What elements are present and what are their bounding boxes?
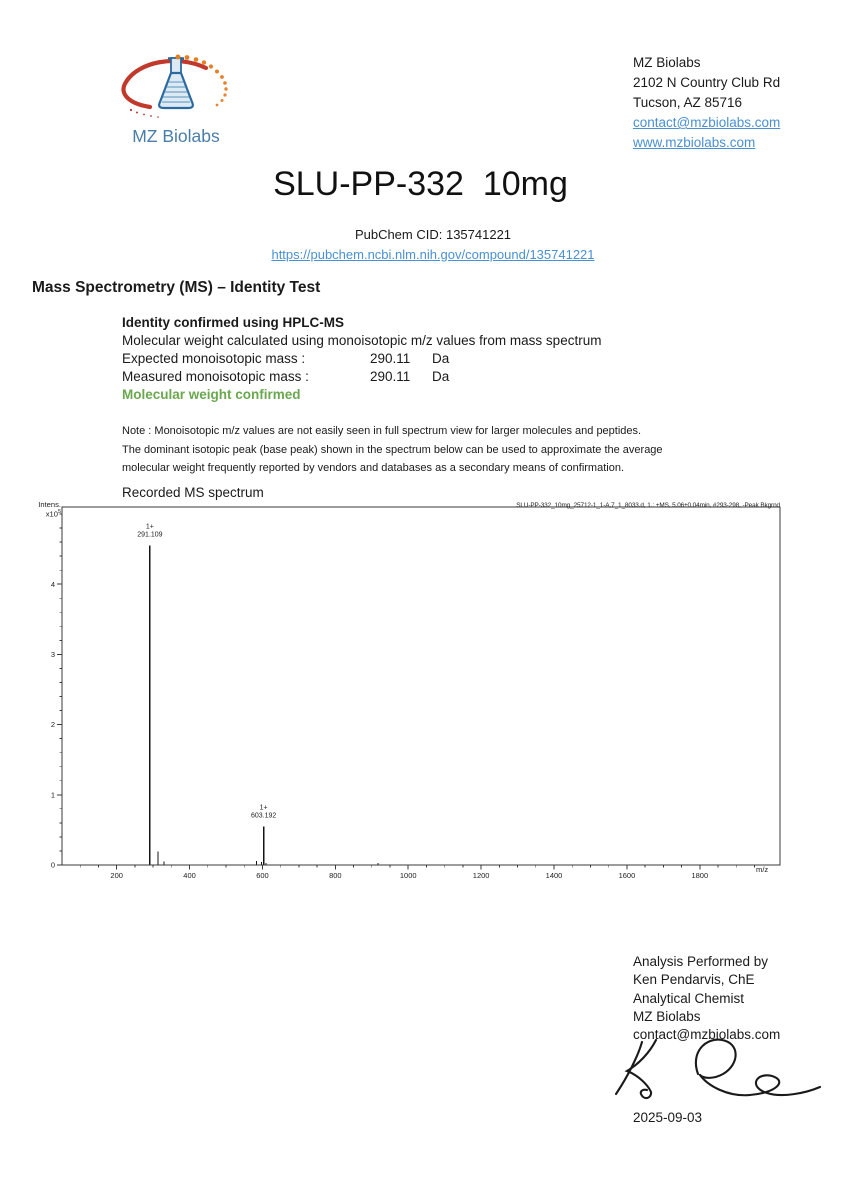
svg-text:291.109: 291.109 bbox=[137, 531, 163, 539]
svg-text:1: 1 bbox=[50, 790, 55, 800]
result-confirmed: Molecular weight confirmed bbox=[122, 387, 301, 402]
flask-logo-icon bbox=[116, 107, 236, 124]
y-axis-scale-label bbox=[30, 509, 61, 519]
method-line: Molecular weight calculated using monoisotopic m/z values from mass spectrum bbox=[122, 333, 602, 348]
pubchem-block bbox=[25, 225, 841, 264]
confirmation-title: Identity confirmed using HPLC-MS bbox=[122, 315, 345, 330]
note-line: molecular weight frequently reported by vendors and databases as a secondary means of confirmation. bbox=[122, 462, 625, 474]
svg-text:1800: 1800 bbox=[691, 871, 709, 880]
address-block bbox=[633, 53, 780, 153]
address-city: Tucson, AZ 85716 bbox=[633, 95, 743, 110]
spectrum-plot bbox=[30, 498, 840, 888]
analyst-line: Analysis Performed by bbox=[633, 954, 769, 969]
svg-text:200: 200 bbox=[110, 871, 123, 880]
spectrum-section-label: Recorded MS spectrum bbox=[122, 485, 264, 500]
svg-text:1+: 1+ bbox=[259, 804, 268, 812]
svg-text:2: 2 bbox=[50, 720, 55, 730]
analyst-line: Ken Pendarvis, ChE bbox=[633, 972, 755, 988]
note-line: The dominant isotopic peak (base peak) shown in the spectrum below can be used to approximate the average bbox=[122, 443, 663, 456]
note-paragraph bbox=[122, 422, 663, 478]
analyst-line: contact@mzbiolabs.com bbox=[633, 1027, 781, 1043]
page-title: SLU-PP-332 10mg bbox=[273, 165, 568, 203]
y-scale-base: x10 bbox=[45, 509, 58, 519]
svg-text:1000: 1000 bbox=[399, 871, 417, 880]
x-axis-label: m/z bbox=[756, 865, 769, 874]
expected-mass-unit: Da bbox=[432, 351, 450, 366]
svg-text:800: 800 bbox=[329, 871, 342, 880]
identity-detail-block bbox=[122, 314, 601, 404]
website-link[interactable]: www.mzbiolabs.com bbox=[633, 135, 756, 150]
measured-mass-row bbox=[122, 368, 601, 386]
email-link[interactable]: contact@mzbiolabs.com bbox=[633, 115, 781, 130]
address-street: 2102 N Country Club Rd bbox=[633, 75, 781, 90]
svg-text:1+: 1+ bbox=[145, 523, 154, 531]
chart-annotation: SLU-PP-332_10mg_25712-1_1-A,7_1_8033.d, 1.: +MS, 5.06±0.04min, #293-298, -Peak Bkgrnd bbox=[516, 502, 780, 509]
y-axis-label: Intens. bbox=[38, 500, 61, 509]
svg-text:1200: 1200 bbox=[472, 871, 490, 880]
measured-mass-unit: Da bbox=[432, 369, 450, 384]
svg-text:603.192: 603.192 bbox=[250, 812, 277, 820]
section-heading: Mass Spectrometry (MS) – Identity Test bbox=[32, 279, 321, 296]
expected-mass-row bbox=[122, 350, 601, 368]
expected-mass-label: Expected monoisotopic mass : bbox=[122, 351, 306, 366]
svg-text:400: 400 bbox=[183, 871, 196, 880]
address-company: MZ Biolabs bbox=[633, 55, 701, 70]
svg-text:4: 4 bbox=[50, 579, 55, 589]
pubchem-cid: PubChem CID: 135741221 bbox=[354, 227, 512, 242]
header-logo bbox=[114, 54, 238, 147]
pubchem-link[interactable]: https://pubchem.ncbi.nlm.nih.gov/compound/135741221 bbox=[271, 246, 595, 262]
svg-text:600: 600 bbox=[256, 871, 269, 880]
logo-wordmark: MZ Biolabs bbox=[132, 126, 220, 146]
svg-text:0: 0 bbox=[50, 860, 55, 870]
note-line: Note : Monoisotopic m/z values are not easily seen in full spectrum view for larger molecules and peptides. bbox=[122, 425, 642, 437]
ms-spectrum-chart bbox=[30, 498, 840, 888]
measured-mass-value: 290.11 bbox=[370, 369, 411, 384]
measured-mass-label: Measured monoisotopic mass : bbox=[122, 369, 309, 384]
analyst-line: MZ Biolabs bbox=[633, 1008, 701, 1024]
signature bbox=[610, 1030, 825, 1120]
analyst-line: Analytical Chemist bbox=[633, 990, 745, 1006]
y-scale-exponent: 5 bbox=[57, 509, 61, 515]
svg-text:1600: 1600 bbox=[618, 871, 636, 880]
svg-text:3: 3 bbox=[50, 650, 55, 660]
expected-mass-value: 290.11 bbox=[370, 351, 411, 366]
report-date: 2025-09-03 bbox=[633, 1110, 703, 1125]
svg-text:1400: 1400 bbox=[545, 871, 563, 880]
